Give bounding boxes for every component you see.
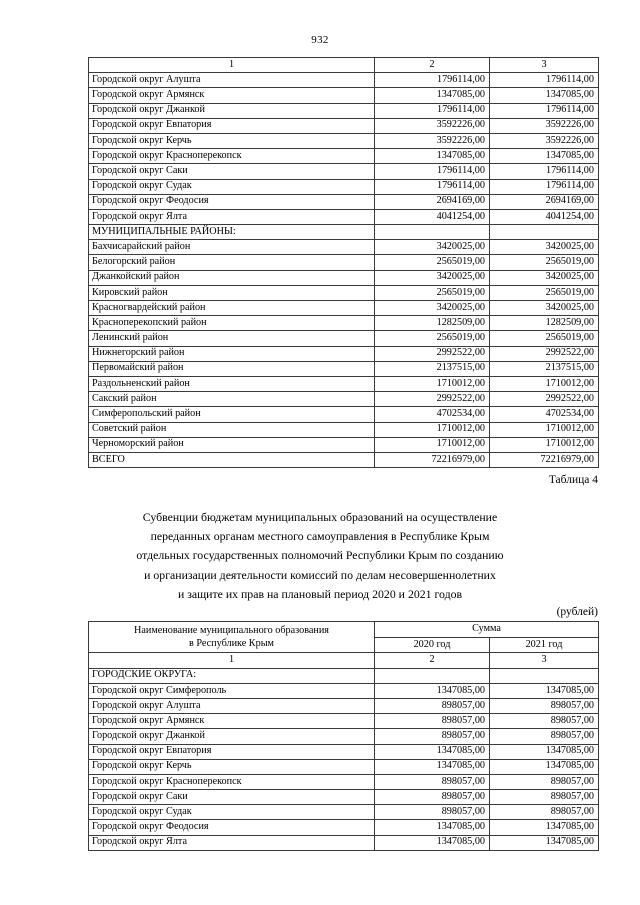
row-value-col3: 1710012,00 xyxy=(490,376,599,391)
header-year-2021: 2021 год xyxy=(490,637,599,653)
row-value-col2: 3420025,00 xyxy=(375,270,490,285)
table-row xyxy=(89,698,599,713)
row-value-col3: 1710012,00 xyxy=(490,437,599,452)
row-value-col3: 3420025,00 xyxy=(490,270,599,285)
header-municipality-name xyxy=(89,622,375,653)
row-value-col3: 2137515,00 xyxy=(490,361,599,376)
row-municipality-name: Красноперекопский район xyxy=(89,316,375,331)
page-number: 932 xyxy=(311,34,329,46)
row-value-col2: 1347085,00 xyxy=(375,835,490,850)
row-value-col2: 3592226,00 xyxy=(375,133,490,148)
row-municipality-name: Городской округ Саки xyxy=(89,790,375,805)
row-value-col2: 2694169,00 xyxy=(375,194,490,209)
table-row xyxy=(89,240,599,255)
title-line: Субвенции бюджетам муниципальных образований на осуществление xyxy=(142,510,498,524)
row-value-col3 xyxy=(490,668,599,683)
row-value-col3: 898057,00 xyxy=(490,698,599,713)
table-row xyxy=(89,285,599,300)
row-municipality-name: Черноморский район xyxy=(89,437,375,452)
table-row xyxy=(89,88,599,103)
row-municipality-name: Городской округ Алушта xyxy=(89,73,375,88)
title-line: переданных органам местного самоуправления в Республике Крым xyxy=(150,529,490,544)
row-value-col2: 4041254,00 xyxy=(375,209,490,224)
row-municipality-name: Бахчисарайский район xyxy=(89,240,375,255)
row-value-col2: 1282509,00 xyxy=(375,316,490,331)
title-line: и защите их прав на плановый период 2020 и 2021 годов xyxy=(177,586,463,601)
subventions-table-continuation xyxy=(88,57,599,468)
table-row xyxy=(89,376,599,391)
table-row xyxy=(89,133,599,148)
row-value-col3: 1347085,00 xyxy=(490,835,599,850)
row-municipality-name: Первомайский район xyxy=(89,361,375,376)
row-value-col3: 2992522,00 xyxy=(490,392,599,407)
header-sum: Сумма xyxy=(375,622,599,638)
table-row xyxy=(89,225,599,240)
row-value-col2: 1710012,00 xyxy=(375,422,490,437)
row-value-col3: 1796114,00 xyxy=(490,73,599,88)
row-value-col3: 72216979,00 xyxy=(490,452,599,467)
row-value-col2: 2565019,00 xyxy=(375,285,490,300)
row-municipality-name: Раздольненский район xyxy=(89,376,375,391)
header-year-2020: 2020 год xyxy=(375,637,490,653)
row-value-col3: 3592226,00 xyxy=(490,133,599,148)
row-value-col3: 1282509,00 xyxy=(490,316,599,331)
row-value-col2: 1796114,00 xyxy=(375,179,490,194)
row-value-col2: 1347085,00 xyxy=(375,744,490,759)
header-municipality-name-line2: в Республике Крым xyxy=(188,638,274,650)
row-value-col2: 3420025,00 xyxy=(375,301,490,316)
row-value-col2: 2992522,00 xyxy=(375,392,490,407)
row-value-col3: 1347085,00 xyxy=(490,744,599,759)
table-row xyxy=(89,194,599,209)
table-2 xyxy=(88,621,599,851)
table-row xyxy=(89,437,599,452)
row-value-col3: 2565019,00 xyxy=(490,255,599,270)
row-value-col2: 898057,00 xyxy=(375,774,490,789)
table-row xyxy=(89,422,599,437)
table-row xyxy=(89,805,599,820)
table-row xyxy=(89,270,599,285)
row-value-col2: 1796114,00 xyxy=(375,103,490,118)
column-number-1: 1 xyxy=(89,653,375,668)
row-value-col2: 898057,00 xyxy=(375,729,490,744)
row-value-col3: 2694169,00 xyxy=(490,194,599,209)
table-row xyxy=(89,744,599,759)
row-value-col3: 898057,00 xyxy=(490,774,599,789)
row-value-col3: 898057,00 xyxy=(490,729,599,744)
table-row xyxy=(89,164,599,179)
table-row xyxy=(89,118,599,133)
row-value-col3: 3592226,00 xyxy=(490,118,599,133)
row-municipality-name: Городской округ Керчь xyxy=(89,133,375,148)
row-value-col3 xyxy=(490,225,599,240)
row-municipality-name: Городской округ Джанкой xyxy=(89,729,375,744)
row-municipality-name: Городской округ Судак xyxy=(89,805,375,820)
row-value-col3: 4041254,00 xyxy=(490,209,599,224)
row-municipality-name: Городской округ Джанкой xyxy=(89,103,375,118)
table-2-header xyxy=(89,622,599,653)
row-municipality-name: ВСЕГО xyxy=(89,452,375,467)
column-number-row xyxy=(89,653,599,668)
row-value-col2: 898057,00 xyxy=(375,790,490,805)
table-row xyxy=(89,179,599,194)
row-municipality-name: Городской округ Ялта xyxy=(89,209,375,224)
row-value-col2 xyxy=(375,668,490,683)
row-value-col2: 72216979,00 xyxy=(375,452,490,467)
row-value-col2: 3420025,00 xyxy=(375,240,490,255)
row-value-col3: 1796114,00 xyxy=(490,103,599,118)
row-value-col3: 1347085,00 xyxy=(490,149,599,164)
row-municipality-name: Городской округ Феодосия xyxy=(89,194,375,209)
table-2-column-number-row xyxy=(89,653,599,668)
table-row xyxy=(89,255,599,270)
row-value-col2: 898057,00 xyxy=(375,714,490,729)
row-municipality-name: Городской округ Судак xyxy=(89,179,375,194)
table-row xyxy=(89,346,599,361)
table-row xyxy=(89,729,599,744)
row-municipality-name: Городской округ Ялта xyxy=(89,835,375,850)
row-value-col3: 4702534,00 xyxy=(490,407,599,422)
header-municipality-name-line1: Наименование муниципального образования xyxy=(133,625,329,637)
row-value-col3: 1796114,00 xyxy=(490,164,599,179)
row-municipality-name: Советский район xyxy=(89,422,375,437)
table-2-body xyxy=(89,668,599,850)
table-row xyxy=(89,714,599,729)
row-municipality-name: Городской округ Керчь xyxy=(89,759,375,774)
table-row xyxy=(89,301,599,316)
table-row xyxy=(89,820,599,835)
table-4-caption: Таблица 4 xyxy=(548,474,598,486)
row-municipality-name: Городской округ Евпатория xyxy=(89,744,375,759)
row-municipality-name: Белогорский район xyxy=(89,255,375,270)
row-municipality-name: Городской округ Феодосия xyxy=(89,820,375,835)
row-value-col3: 3420025,00 xyxy=(490,240,599,255)
table-row xyxy=(89,73,599,88)
row-municipality-name: Ленинский район xyxy=(89,331,375,346)
row-value-col2: 1347085,00 xyxy=(375,88,490,103)
row-value-col2: 3592226,00 xyxy=(375,118,490,133)
row-value-col3: 1710012,00 xyxy=(490,422,599,437)
row-value-col2: 2137515,00 xyxy=(375,361,490,376)
column-number-2: 2 xyxy=(375,58,490,73)
row-value-col2: 1347085,00 xyxy=(375,820,490,835)
table-row xyxy=(89,392,599,407)
row-municipality-name: Городской округ Саки xyxy=(89,164,375,179)
table-row xyxy=(89,790,599,805)
row-value-col3: 2565019,00 xyxy=(490,285,599,300)
row-municipality-name: МУНИЦИПАЛЬНЫЕ РАЙОНЫ: xyxy=(89,225,375,240)
row-value-col2: 1347085,00 xyxy=(375,683,490,698)
table-row xyxy=(89,407,599,422)
title-line: отдельных государственных полномочий Республики Крым по созданию xyxy=(136,548,504,563)
column-number-1: 1 xyxy=(89,58,375,73)
row-value-col2: 898057,00 xyxy=(375,698,490,713)
table-row xyxy=(89,149,599,164)
column-number-row xyxy=(89,58,599,73)
row-municipality-name: Кировский район xyxy=(89,285,375,300)
table-row xyxy=(89,331,599,346)
row-municipality-name: Городской округ Армянск xyxy=(89,88,375,103)
row-municipality-name: ГОРОДСКИЕ ОКРУГА: xyxy=(89,668,375,683)
row-municipality-name: Городской округ Симферополь xyxy=(89,683,375,698)
table-row xyxy=(89,361,599,376)
row-value-col2: 1710012,00 xyxy=(375,376,490,391)
row-value-col2: 1796114,00 xyxy=(375,164,490,179)
row-municipality-name: Городской округ Алушта xyxy=(89,698,375,713)
units-label: (рублей) xyxy=(556,606,598,618)
row-municipality-name: Городской округ Евпатория xyxy=(89,118,375,133)
row-value-col2: 898057,00 xyxy=(375,805,490,820)
row-value-col3: 898057,00 xyxy=(490,714,599,729)
row-value-col2: 2992522,00 xyxy=(375,346,490,361)
table-2-header-row-1 xyxy=(89,622,599,638)
table-1 xyxy=(88,57,599,468)
row-municipality-name: Красногвардейский район xyxy=(89,301,375,316)
row-value-col2: 2565019,00 xyxy=(375,255,490,270)
row-value-col3: 2992522,00 xyxy=(490,346,599,361)
table-row xyxy=(89,668,599,683)
column-number-2: 2 xyxy=(375,653,490,668)
row-value-col3: 1347085,00 xyxy=(490,683,599,698)
table-1-column-number-row xyxy=(89,58,599,73)
row-value-col2: 1710012,00 xyxy=(375,437,490,452)
row-value-col2 xyxy=(375,225,490,240)
row-value-col3: 1347085,00 xyxy=(490,759,599,774)
row-municipality-name: Городской округ Красноперекопск xyxy=(89,774,375,789)
column-number-3: 3 xyxy=(490,653,599,668)
row-value-col3: 1796114,00 xyxy=(490,179,599,194)
table-4-title xyxy=(70,508,570,604)
row-value-col2: 1796114,00 xyxy=(375,73,490,88)
row-value-col2: 2565019,00 xyxy=(375,331,490,346)
row-value-col3: 1347085,00 xyxy=(490,88,599,103)
table-row xyxy=(89,835,599,850)
table-row xyxy=(89,683,599,698)
title-line: и организации деятельности комиссий по делам несовершеннолетних xyxy=(144,567,496,582)
row-value-col3: 3420025,00 xyxy=(490,301,599,316)
row-municipality-name: Джанкойский район xyxy=(89,270,375,285)
table-row xyxy=(89,452,599,467)
column-number-3: 3 xyxy=(490,58,599,73)
row-value-col3: 898057,00 xyxy=(490,790,599,805)
table-row xyxy=(89,103,599,118)
row-value-col2: 4702534,00 xyxy=(375,407,490,422)
row-municipality-name: Сакский район xyxy=(89,392,375,407)
row-value-col2: 1347085,00 xyxy=(375,759,490,774)
table-row xyxy=(89,774,599,789)
table-row xyxy=(89,316,599,331)
table-row xyxy=(89,759,599,774)
row-value-col3: 2565019,00 xyxy=(490,331,599,346)
row-municipality-name: Нижнегорский район xyxy=(89,346,375,361)
row-value-col3: 898057,00 xyxy=(490,805,599,820)
row-value-col3: 1347085,00 xyxy=(490,820,599,835)
table-1-body xyxy=(89,73,599,468)
subventions-table-4 xyxy=(88,621,599,851)
row-municipality-name: Городской округ Армянск xyxy=(89,714,375,729)
row-municipality-name: Городской округ Красноперекопск xyxy=(89,149,375,164)
row-municipality-name: Симферопольский район xyxy=(89,407,375,422)
row-value-col2: 1347085,00 xyxy=(375,149,490,164)
table-row xyxy=(89,209,599,224)
